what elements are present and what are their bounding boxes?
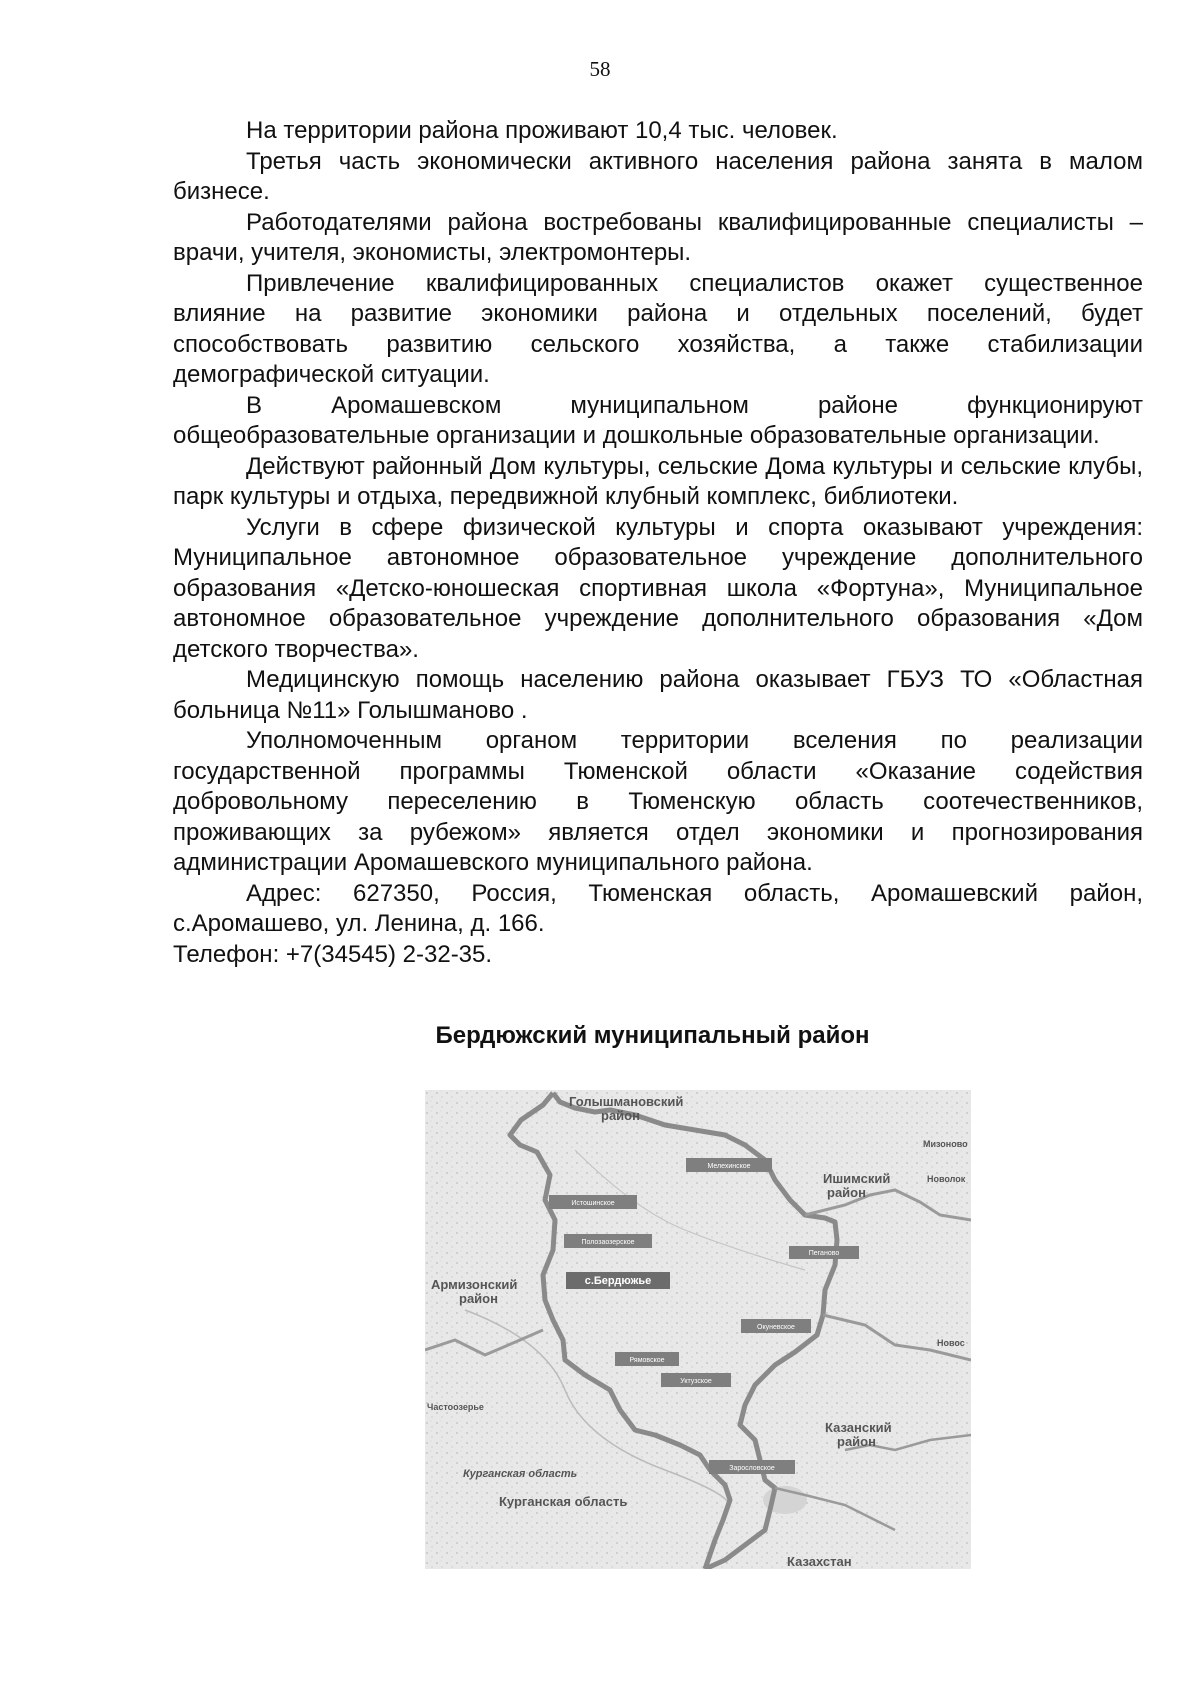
settlement-berdyuzhye: с.Бердюжье [584,1275,652,1287]
settlement-melekhinskoe: Мелехинское [707,1163,751,1170]
settlement-uktuzskoe: Уктузское [680,1378,712,1385]
paragraph-medical: Медицинскую помощь населению района оказывает ГБУЗ ТО «Областная больница №11» Голышманово . [173,666,1143,724]
district-map [425,1090,971,1569]
paragraph-employers: Работодателями района востребованы квалифицированные специалисты – врачи, учителя, экономисты, электромонтеры. [173,208,1143,266]
place-chastoozerye: Частоозерье [427,1402,484,1412]
kurgan-oblast-label-small: Курганская область [463,1468,578,1480]
paragraph-small-business: Третья часть экономически активного населения района занята в малом бизнесе. [173,147,1143,205]
paragraph-culture: Действуют районный Дом культуры, сельские Дома культуры и сельские клубы, парк культуры и отдыха, передвижной клубный комплекс, библиотеки. [173,452,1143,510]
ishimsky-label: Ишимский [823,1171,891,1186]
settlement-istoshinskoe: Истошинское [571,1200,615,1207]
kazansky-label: Казанский [825,1420,892,1435]
place-novolok: Новолок [927,1174,966,1184]
settlement-okunevskoe: Окуневское [757,1324,795,1331]
body-text [173,116,1143,970]
armizonsky-label-district: район [459,1291,498,1306]
settlement-pegasovskoe: Пеганово [808,1250,840,1257]
paragraph-phone: Телефон: +7(34545) 2-32-35. [173,940,493,968]
district-map-svg [425,1090,971,1569]
paragraph-specialists: Привлечение квалифицированных специалистов окажет существенное влияние на развитие экономики района и отдельных поселений, будет способствовать развитию сельского хозяйства, а также стабилизации демографической ситуации. [173,269,1143,388]
place-novos: Новос [937,1338,965,1348]
settlement-polozaozerskoe: Полозаозерское [581,1239,635,1246]
section-title: Бердюжский муниципальный район [435,1022,870,1049]
armizonsky-label: Армизонский [431,1277,518,1292]
settlement-zarosloe: Зарословское [729,1465,775,1472]
kurgan-oblast-label: Курганская область [499,1494,628,1509]
paragraph-sport: Услуги в сфере физической культуры и спорта оказывают учреждения: Муниципальное автономное образовательное учреждение дополнительного образования «Детско-юношеская спортивная школа «Фортуна», Муниципальное автономное образовательное учреждение дополнительного образования «Дом детского творчества». [173,513,1143,663]
settlement-ryamovskoe: Рямовское [629,1357,665,1364]
place-mizonovo: Мизоново [923,1139,968,1149]
page-number: 58 [589,57,611,81]
ishimsky-label-district: район [827,1185,866,1200]
paragraph-authority: Уполномоченным органом территории вселения по реализации государственной программы Тюменской области «Оказание содействия добровольному переселению в Тюменскую область соотечественников, проживающих за рубежом» является отдел экономики и прогнозирования администрации Аромашевского муниципального района. [173,727,1143,876]
golyshmanovsky-label: Голышмановский [569,1094,684,1109]
paragraph-population: На территории района проживают 10,4 тыс. человек. [246,117,838,144]
golyshmanovsky-label-district: район [601,1108,640,1123]
kazansky-label-district: район [837,1434,876,1449]
kazakhstan-label: Казахстан [787,1554,852,1569]
paragraph-address: Адрес: 627350, Россия, Тюменская область, Аромашевский район, с.Аромашево, ул. Ленина, д. 166. [173,879,1143,937]
paragraph-education: В Аромашевском муниципальном районе функционируют общеобразовательные организации и дошкольные образовательные организации. [173,391,1143,449]
